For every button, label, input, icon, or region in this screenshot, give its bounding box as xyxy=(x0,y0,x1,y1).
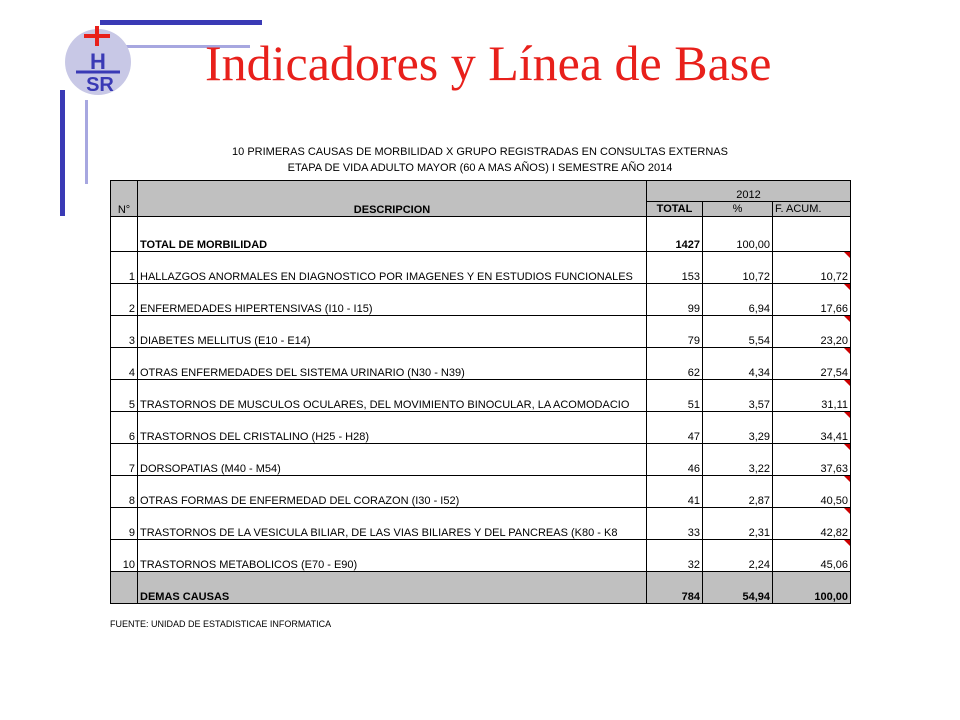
header-total: TOTAL xyxy=(647,202,703,217)
table-row xyxy=(111,316,851,348)
demas-label: DEMAS CAUSAS xyxy=(138,572,647,604)
row-description: TRASTORNOS DEL CRISTALINO (H25 - H28) xyxy=(138,412,647,444)
report-subtitle-line1: 10 PRIMERAS CAUSAS DE MORBILIDAD X GRUPO REGISTRADAS EN CONSULTAS EXTERNAS xyxy=(232,146,728,158)
row-total: 99 xyxy=(647,284,703,316)
table-row xyxy=(111,508,851,540)
header-pct: % xyxy=(703,202,773,217)
svg-text:SR: SR xyxy=(86,74,114,96)
header-n: N° xyxy=(111,181,138,217)
row-number: 2 xyxy=(111,284,138,316)
demas-total: 784 xyxy=(647,572,703,604)
row-pct: 4,34 xyxy=(703,348,773,380)
row-facum: 10,72 xyxy=(773,252,851,284)
total-total: 1427 xyxy=(647,217,703,252)
row-total: 46 xyxy=(647,444,703,476)
row-number: 6 xyxy=(111,412,138,444)
table-row xyxy=(111,476,851,508)
row-description: HALLAZGOS ANORMALES EN DIAGNOSTICO POR IMAGENES Y EN ESTUDIOS FUNCIONALES xyxy=(138,252,647,284)
row-total: 41 xyxy=(647,476,703,508)
comment-marker-icon xyxy=(844,540,850,546)
row-pct: 5,54 xyxy=(703,316,773,348)
table-row xyxy=(111,412,851,444)
row-description: OTRAS ENFERMEDADES DEL SISTEMA URINARIO (N30 - N39) xyxy=(138,348,647,380)
row-total: 62 xyxy=(647,348,703,380)
comment-marker-icon xyxy=(844,316,850,322)
row-description: OTRAS FORMAS DE ENFERMEDAD DEL CORAZON (I30 - I52) xyxy=(138,476,647,508)
total-n xyxy=(111,217,138,252)
row-facum: 45,06 xyxy=(773,540,851,572)
row-description: TRASTORNOS DE LA VESICULA BILIAR, DE LAS VIAS BILIARES Y DEL PANCREAS (K80 - K8 xyxy=(138,508,647,540)
row-number: 4 xyxy=(111,348,138,380)
row-pct: 2,24 xyxy=(703,540,773,572)
row-total: 51 xyxy=(647,380,703,412)
decorative-line-vertical-dark xyxy=(60,90,65,216)
row-facum: 23,20 xyxy=(773,316,851,348)
header-facum: F. ACUM. xyxy=(773,202,851,217)
table-row xyxy=(111,444,851,476)
slide-title: Indicadores y Línea de Base xyxy=(205,35,772,91)
row-total: 153 xyxy=(647,252,703,284)
table-row xyxy=(111,348,851,380)
header-year: 2012 xyxy=(647,181,851,202)
row-number: 7 xyxy=(111,444,138,476)
demas-n xyxy=(111,572,138,604)
total-facum xyxy=(773,217,851,252)
row-total: 47 xyxy=(647,412,703,444)
row-pct: 10,72 xyxy=(703,252,773,284)
comment-marker-icon xyxy=(844,412,850,418)
row-pct: 6,94 xyxy=(703,284,773,316)
table-row xyxy=(111,284,851,316)
demas-row xyxy=(111,572,851,604)
total-pct: 100,00 xyxy=(703,217,773,252)
row-total: 79 xyxy=(647,316,703,348)
row-facum: 31,11 xyxy=(773,380,851,412)
morbidity-table xyxy=(110,180,851,604)
comment-marker-icon xyxy=(844,508,850,514)
demas-pct: 54,94 xyxy=(703,572,773,604)
row-pct: 3,22 xyxy=(703,444,773,476)
row-facum: 17,66 xyxy=(773,284,851,316)
row-description: ENFERMEDADES HIPERTENSIVAS (I10 - I15) xyxy=(138,284,647,316)
table-row xyxy=(111,380,851,412)
total-label: TOTAL DE MORBILIDAD xyxy=(138,217,647,252)
row-number: 8 xyxy=(111,476,138,508)
row-total: 32 xyxy=(647,540,703,572)
row-number: 3 xyxy=(111,316,138,348)
row-description: TRASTORNOS DE MUSCULOS OCULARES, DEL MOVIMIENTO BINOCULAR, LA ACOMODACIO xyxy=(138,380,647,412)
demas-facum: 100,00 xyxy=(773,572,851,604)
comment-marker-icon xyxy=(844,348,850,354)
row-pct: 2,31 xyxy=(703,508,773,540)
row-pct: 3,57 xyxy=(703,380,773,412)
header-year-row xyxy=(111,181,851,202)
row-description: DORSOPATIAS (M40 - M54) xyxy=(138,444,647,476)
hsr-logo xyxy=(64,22,140,98)
table-row xyxy=(111,252,851,284)
row-pct: 2,87 xyxy=(703,476,773,508)
comment-marker-icon xyxy=(844,444,850,450)
row-facum: 42,82 xyxy=(773,508,851,540)
row-facum: 27,54 xyxy=(773,348,851,380)
row-number: 5 xyxy=(111,380,138,412)
row-pct: 3,29 xyxy=(703,412,773,444)
comment-marker-icon xyxy=(844,380,850,386)
comment-marker-icon xyxy=(844,476,850,482)
row-total: 33 xyxy=(647,508,703,540)
report-subtitle-line2: ETAPA DE VIDA ADULTO MAYOR (60 A MAS AÑOS) I SEMESTRE AÑO 2014 xyxy=(287,162,673,174)
row-description: DIABETES MELLITUS (E10 - E14) xyxy=(138,316,647,348)
row-number: 9 xyxy=(111,508,138,540)
comment-marker-icon xyxy=(844,252,850,258)
row-facum: 40,50 xyxy=(773,476,851,508)
decorative-line-vertical-light xyxy=(85,100,88,184)
row-description: TRASTORNOS METABOLICOS (E70 - E90) xyxy=(138,540,647,572)
total-row xyxy=(111,217,851,252)
row-facum: 34,41 xyxy=(773,412,851,444)
comment-marker-icon xyxy=(844,284,850,290)
row-facum: 37,63 xyxy=(773,444,851,476)
row-number: 1 xyxy=(111,252,138,284)
source-note: FUENTE: UNIDAD DE ESTADISTICAE INFORMATICA xyxy=(110,619,332,629)
table-row xyxy=(111,540,851,572)
header-descripcion: DESCRIPCION xyxy=(138,181,647,217)
row-number: 10 xyxy=(111,540,138,572)
svg-text:H: H xyxy=(90,49,106,74)
